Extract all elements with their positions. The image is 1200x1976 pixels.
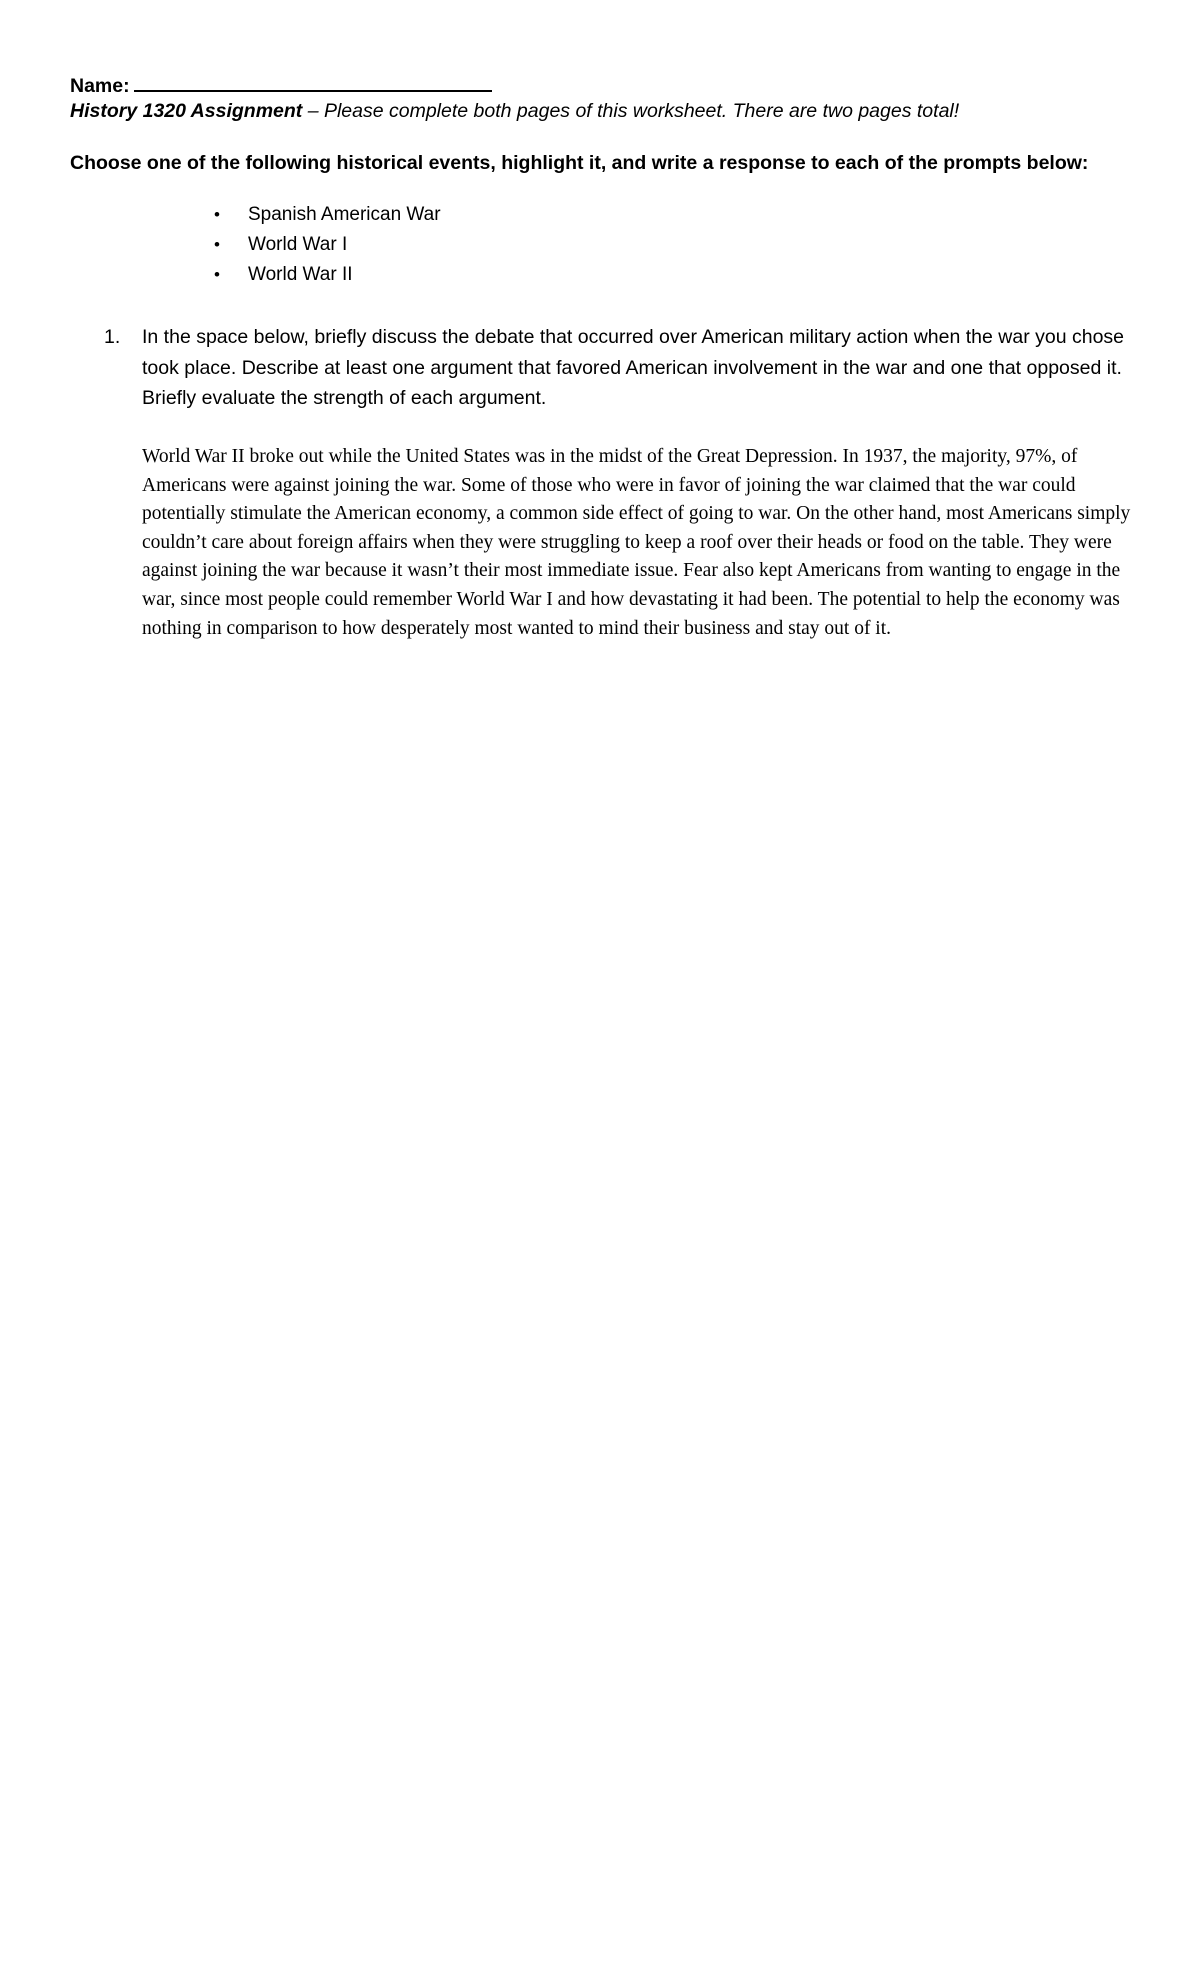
prompt-1 bbox=[104, 322, 1134, 414]
bullet-icon: • bbox=[214, 205, 220, 224]
event-label-spanish-american-war: Spanish American War bbox=[248, 204, 441, 225]
instructions-heading: Choose one of the following historical events, highlight it, and write a response to each of the prompts below: bbox=[70, 152, 1089, 174]
prompt-number: 1. bbox=[104, 326, 121, 348]
name-blank-line[interactable] bbox=[134, 72, 492, 92]
list-item bbox=[210, 200, 441, 230]
name-field-row bbox=[70, 72, 492, 98]
response-text: World War II broke out while the United States was in the midst of the Great Depression. In 1937, the majority, 97%, of Americans were against joining the war. Some of those who were in favor of joining the war claimed that the war could potentially stimulate the American economy, a common side effect of going to war. On the other hand, most Americans simply couldn’t care about foreign affairs when they were struggling to keep a roof over their heads or food on the table. They were against joining the war because it wasn’t their most immediate issue. Fear also kept Americans from wanting to engage in the war, since most people could remember World War I and how devastating it had been. The potential to help the economy was nothing in comparison to how desperately most wanted to mind their business and stay out of it. bbox=[142, 446, 1131, 639]
name-label: Name: bbox=[70, 75, 130, 97]
event-list bbox=[210, 200, 441, 290]
course-title: History 1320 Assignment bbox=[70, 100, 303, 122]
event-label-world-war-ii: World War II bbox=[248, 264, 353, 285]
assignment-header bbox=[70, 100, 959, 123]
list-item bbox=[210, 260, 441, 290]
assignment-note: – Please complete both pages of this worksheet. There are two pages total! bbox=[302, 100, 960, 122]
bullet-icon: • bbox=[214, 265, 220, 284]
prompt-text: In the space below, briefly discuss the debate that occurred over American military action when the war you chose took place. Describe at least one argument that favored American involvement in the war and one that opposed it. Briefly evaluate the strength of each argument. bbox=[142, 326, 1125, 409]
event-label-world-war-i: World War I bbox=[248, 234, 348, 255]
bullet-icon: • bbox=[214, 235, 220, 254]
list-item bbox=[210, 230, 441, 260]
